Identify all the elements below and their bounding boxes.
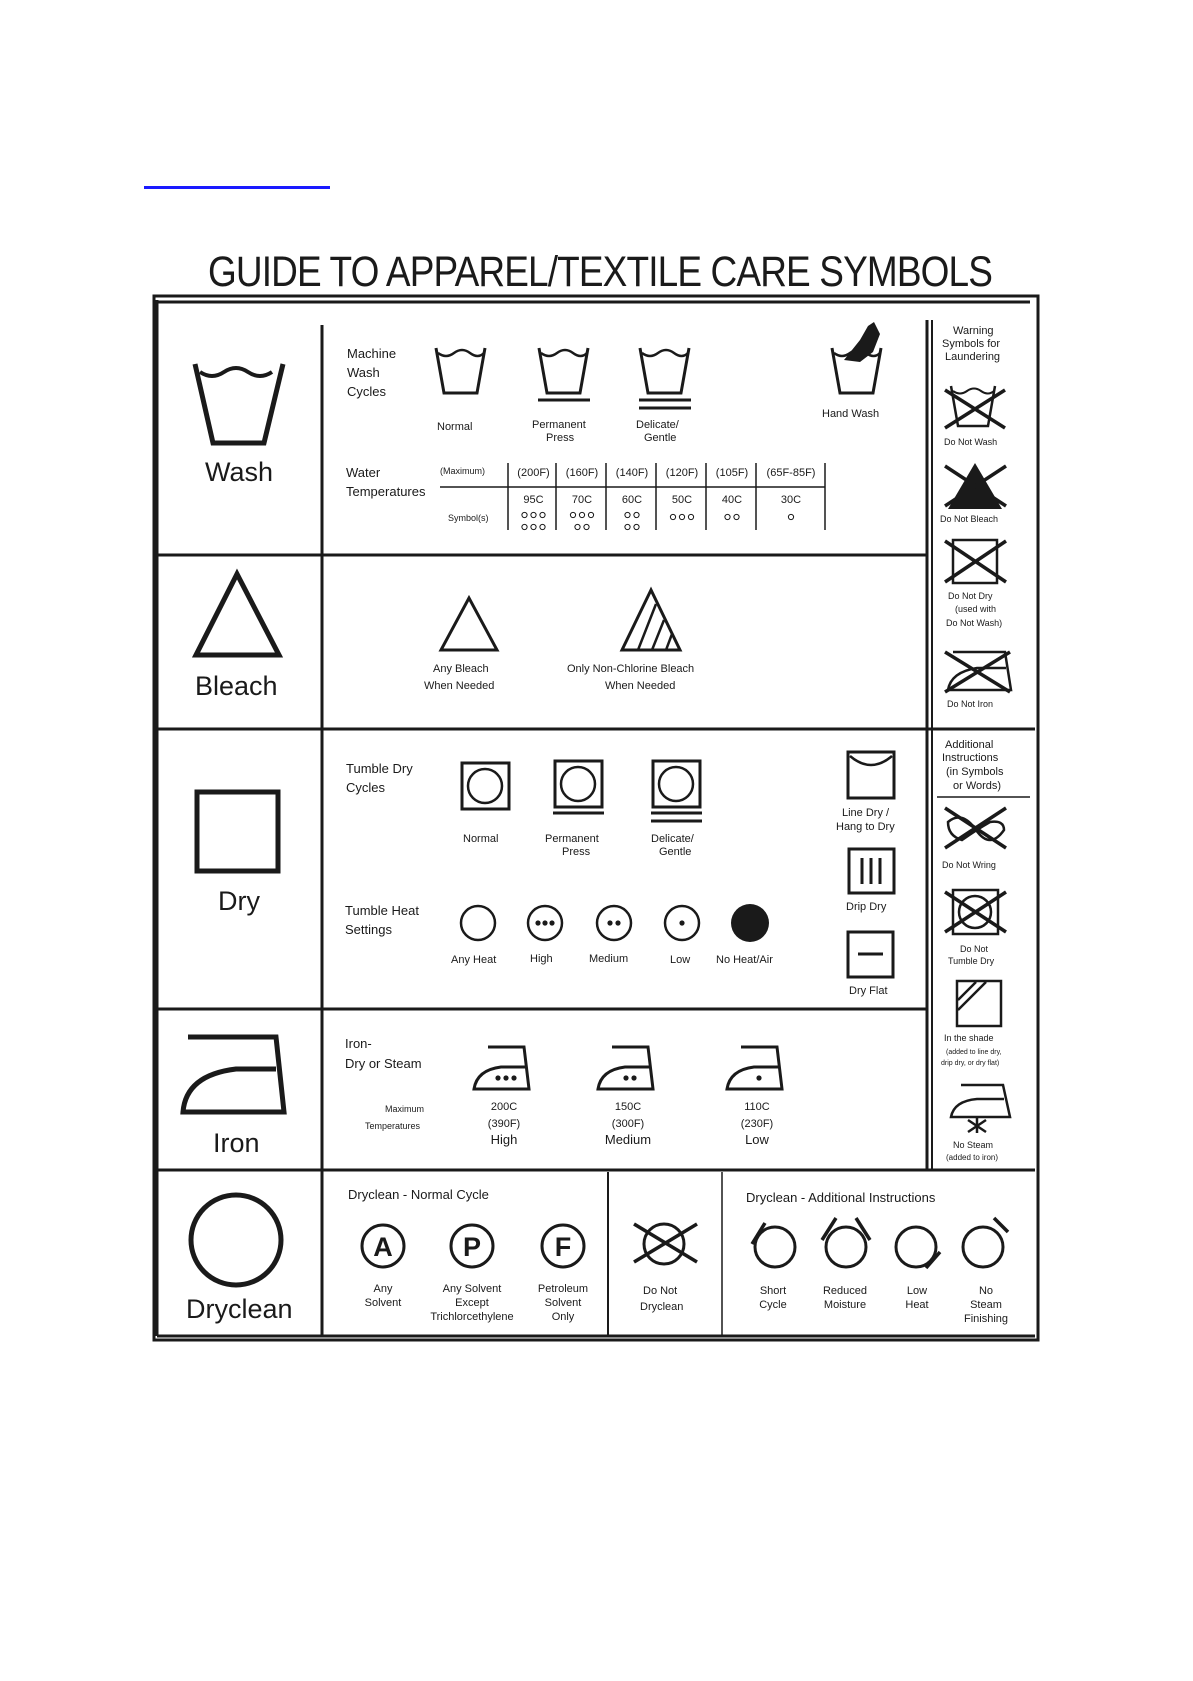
non-chlorine-bleach-icon [622,590,680,650]
tumble-gentle-label: Gentle [659,846,692,858]
tumble-permanent-icon [553,761,604,813]
dryclean-letter: A [373,1232,393,1262]
water-label-2: Temperatures [346,484,426,499]
dryclean-normal-text: Except [455,1297,489,1309]
warning-header-3: Laundering [945,351,1001,363]
medium-heat-dot [615,920,620,925]
dryclean-normal-text: Trichlorcethylene [430,1311,514,1323]
iron-level-text: Medium [604,1132,652,1147]
temp-fahrenheit: (120F) [665,467,699,479]
line-dry-label-1: Line Dry / [842,807,890,819]
temp-dot [522,524,527,529]
wash-permanent-label: Permanent [532,419,586,431]
temp-table [508,463,825,530]
high-heat-label: High [530,953,553,965]
dryclean-additional-text: Reduced [822,1285,868,1297]
non-chlorine-label-2: When Needed [605,680,676,692]
no-steam-finishing-icon [963,1218,1008,1267]
temp-dot [679,514,684,519]
page-title: GUIDE TO APPAREL/TEXTILE CARE SYMBOLS [208,248,993,296]
iron-f-text: (390F) [487,1118,521,1130]
high-heat-dot [535,920,540,925]
additional-header-4: or Words) [953,780,1002,792]
any-bleach-label-2: When Needed [424,680,495,692]
high-heat-dot [542,920,547,925]
do-not-tumble-label-1: Do Not [960,944,989,954]
do-not-dryclean-icon [634,1224,697,1264]
iron-level-text: High [490,1132,518,1147]
water-label-1: Water [346,465,381,480]
line-dry-label-2: Hang to Dry [836,821,895,833]
iron-settings [474,1047,782,1147]
temp-dot [570,512,575,517]
shade-icon [957,981,1001,1026]
iron-label: Iron [213,1128,260,1158]
do-not-tumble-label-2: Tumble Dry [948,956,995,966]
iron-c-text: 110C [744,1101,770,1113]
iron-c-text: 200C [490,1101,518,1113]
do-not-tumble-dry-icon [945,890,1006,934]
any-heat-icon [461,906,495,940]
temp-celsius: 50C [671,494,693,506]
iron-low-icon [727,1047,782,1089]
dryclean-normal-text: Solvent [544,1297,582,1309]
hand-wash-label: Hand Wash [822,408,880,420]
warning-header-1: Warning [953,325,994,337]
temp-celsius: 30C [780,494,802,506]
temp-dot [540,512,545,517]
tumble-heat-label-2: Settings [345,922,392,937]
dry-flat-icon [848,932,893,977]
dryclean-additional-labels [759,1285,1008,1325]
no-heat-icon [731,904,769,942]
iron-f-text: (230F) [740,1118,774,1130]
temp-dot [788,514,793,519]
temp-dot [540,524,545,529]
dryclean-additional-text: Low [906,1285,928,1297]
do-not-wring-icon [945,808,1006,848]
dry-label: Dry [218,886,260,916]
wash-label: Wash [205,457,274,487]
temp-celsius: 70C [571,494,593,506]
dry-icon [197,792,278,871]
tumble-permanent-label: Permanent [545,833,599,845]
do-not-wash-label: Do Not Wash [944,437,998,447]
temp-dot [634,524,639,529]
wash-delicate-label: Delicate/ [636,419,679,431]
low-heat-label: Low [670,954,691,966]
wash-normal-icon [436,348,485,393]
tumble-delicate-label: Delicate/ [651,833,694,845]
tumble-normal-icon [462,763,509,809]
iron-maximum-label: Maximum [385,1104,425,1114]
any-bleach-label-1: Any Bleach [433,663,489,675]
machine-wash-label-3: Cycles [347,384,387,399]
drip-dry-icon [849,849,894,893]
temp-dot [625,524,630,529]
temp-dot [579,512,584,517]
temp-fahrenheit: (200F) [517,467,550,479]
tumble-delicate-icon [651,761,702,821]
do-not-dry-icon [945,540,1006,583]
dryclean-letter: F [554,1232,572,1262]
temp-celsius: 40C [721,494,743,506]
additional-header-3: (in Symbols [946,766,1004,778]
dryclean-normal-text: Solvent [364,1297,402,1309]
do-not-iron-label: Do Not Iron [947,699,994,709]
dryclean-additional-text: Cycle [759,1299,787,1311]
no-steam-icon [951,1085,1010,1133]
wash-delicate-icon [639,348,691,408]
dryclean-additional-label: Dryclean - Additional Instructions [746,1190,936,1205]
do-not-wring-label: Do Not Wring [942,860,996,870]
wash-normal-label: Normal [437,421,473,433]
warning-header-2: Symbols for [942,338,1001,350]
temp-fahrenheit: (160F) [565,467,599,479]
medium-heat-dot [607,920,612,925]
high-heat-dot [549,920,554,925]
bleach-icon [196,574,279,655]
tumble-dry-label-1: Tumble Dry [346,761,413,776]
dryclean-normal-set [362,1225,588,1323]
temp-dot [588,512,593,517]
wash-permanent-press-icon [538,348,590,400]
temp-celsius: 95C [523,494,544,506]
temp-dot [725,514,730,519]
dryclean-additional-text: Moisture [823,1299,867,1311]
symbols-label: Symbol(s) [448,513,489,523]
iron-section-label-2: Dry or Steam [345,1056,422,1071]
iron-section-label-1: Iron- [345,1036,372,1051]
temp-dot [734,514,739,519]
maximum-label: (Maximum) [440,466,485,476]
do-not-dry-label-2: (used with [955,604,997,614]
temp-fahrenheit: (140F) [615,467,649,479]
dryclean-normal-text: Petroleum [537,1283,589,1295]
no-steam-label-1: No Steam [953,1140,994,1150]
chart-frame [154,296,1038,1340]
medium-heat-icon [597,906,631,940]
additional-header-1: Additional [945,739,994,751]
do-not-dryclean-label-1: Do Not [643,1285,678,1297]
iron-c-text: 150C [614,1101,642,1113]
temp-dot [522,512,527,517]
dryclean-icon [191,1195,281,1285]
reduced-moisture-icon [822,1218,870,1267]
temp-dot [531,512,536,517]
tumble-press-label: Press [562,846,591,858]
dryclean-additional-text: Finishing [963,1313,1009,1325]
any-heat-label: Any Heat [451,954,497,966]
temp-fahrenheit: (105F) [715,467,749,479]
do-not-dry-label-1: Do Not Dry [948,591,993,601]
tumble-dry-label-2: Cycles [346,780,386,795]
shade-label-3: drip dry, or dry flat) [941,1060,1000,1067]
do-not-dryclean-label-2: Dryclean [640,1301,684,1313]
drip-dry-label: Drip Dry [846,901,887,913]
machine-wash-label-2: Wash [347,365,380,380]
iron-high-icon [474,1047,529,1089]
do-not-wash-icon [945,386,1005,428]
non-chlorine-label-1: Only Non-Chlorine Bleach [567,663,695,675]
bleach-label: Bleach [195,671,278,701]
do-not-bleach-icon [945,463,1006,509]
additional-header-2: Instructions [942,752,999,764]
temp-celsius: 60C [621,494,643,506]
iron-f-text: (300F) [611,1118,645,1130]
machine-wash-label-1: Machine [347,346,397,361]
dry-flat-label: Dry Flat [849,985,888,997]
line-dry-icon [848,752,894,798]
iron-icon [183,1037,284,1112]
temp-dot [531,524,536,529]
iron-level-text: Low [745,1132,769,1147]
dryclean-additional-text: Steam [970,1299,1002,1311]
low-heat-dot [679,920,684,925]
dryclean-normal-text: Only [551,1311,575,1323]
do-not-bleach-label: Do Not Bleach [940,514,999,524]
dryclean-normal-text: Any [373,1283,393,1295]
tumble-normal-label: Normal [463,833,499,845]
dryclean-normal-label: Dryclean - Normal Cycle [348,1187,489,1202]
dryclean-normal-text: Any Solvent [442,1283,502,1295]
iron-temps-label: Temperatures [365,1121,421,1131]
temp-dot [670,514,675,519]
dryclean-additional-text: Short [759,1285,787,1297]
wash-icon [195,364,283,443]
iron-medium-icon [598,1047,653,1089]
temp-fahrenheit: (65F-85F) [766,467,816,479]
do-not-dry-label-3: Do Not Wash) [946,618,1003,628]
wash-press-label: Press [546,432,575,444]
wash-gentle-label: Gentle [644,432,677,444]
shade-label-2: (added to line dry, [946,1049,1002,1056]
low-heat-dryclean-icon [896,1227,940,1268]
do-not-iron-icon [945,652,1011,692]
tumble-heat-label-1: Tumble Heat [345,903,419,918]
no-heat-label: No Heat/Air [716,954,773,966]
temp-dot [688,514,693,519]
dryclean-letter: P [462,1232,482,1262]
shade-label-1: In the shade [944,1033,994,1043]
medium-heat-label: Medium [589,953,629,965]
dryclean-additional-text: No [978,1285,994,1297]
short-cycle-icon [752,1223,795,1267]
temp-dot [584,524,589,529]
temp-dot [575,524,580,529]
any-bleach-icon [441,598,497,650]
temp-dot [634,512,639,517]
no-steam-label-2: (added to iron) [946,1153,999,1162]
temp-dot [625,512,630,517]
dryclean-label: Dryclean [186,1294,293,1324]
dryclean-additional-text: Heat [905,1299,929,1311]
